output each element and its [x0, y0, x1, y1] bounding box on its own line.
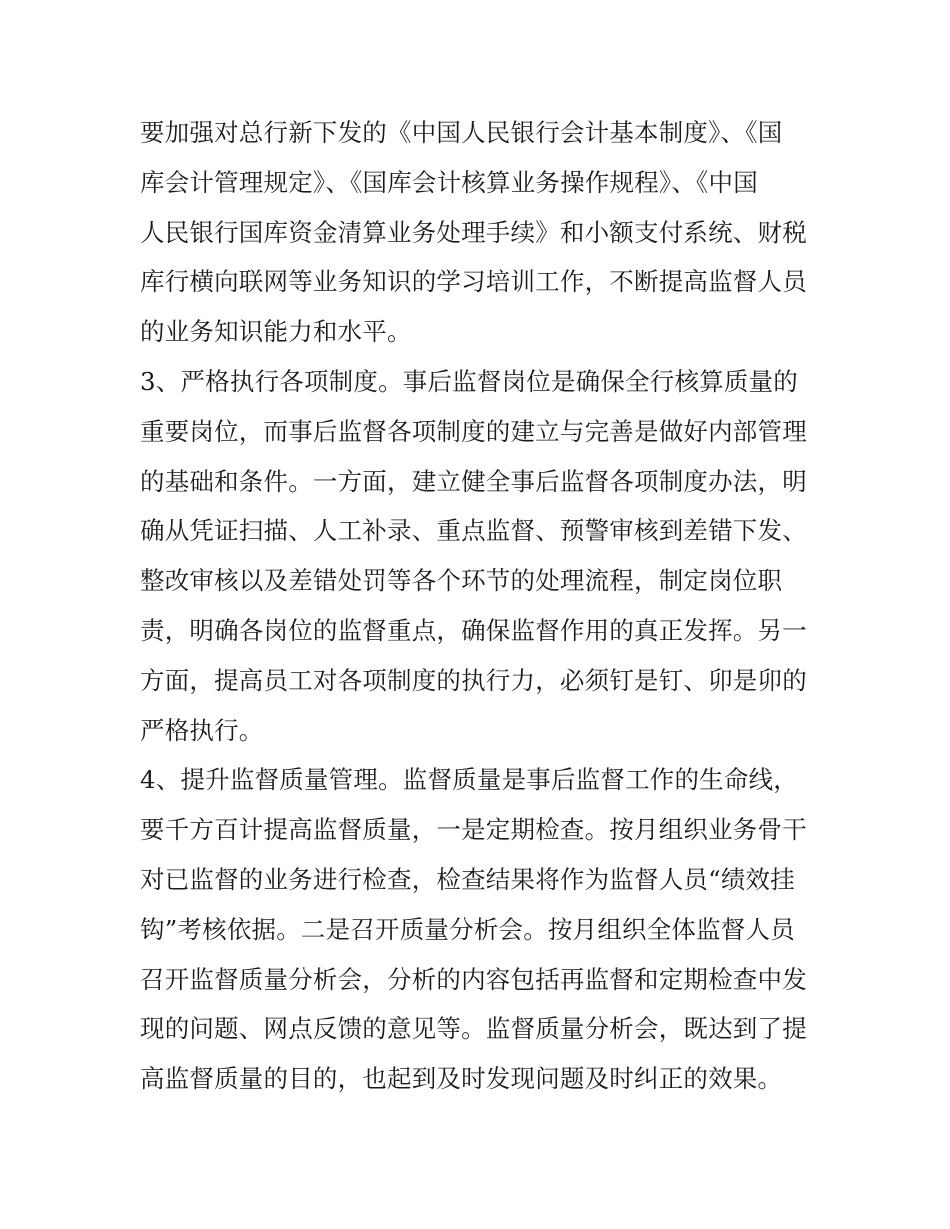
- text-line: 召开监督质量分析会，分析的内容包括再监督和定期检查中发: [140, 964, 807, 994]
- document-body: [140, 108, 820, 1104]
- text-line: 确从凭证扫描、人工补录、重点监督、预警审核到差错下发、: [140, 516, 807, 546]
- text-line: 要千方百计提高监督质量，一是定期检查。按月组织业务骨干: [140, 815, 807, 845]
- text-line: 方面，提高员工对各项制度的执行力，必须钉是钉、卯是卯的: [140, 665, 807, 695]
- paragraph-strict-enforcement: [140, 357, 820, 755]
- paragraph-training: [140, 108, 820, 357]
- text-line: 重要岗位，而事后监督各项制度的建立与完善是做好内部管理: [140, 416, 807, 446]
- text-line: 库会计管理规定》、《国库会计核算业务操作规程》、《中国: [140, 167, 758, 197]
- text-line: 高监督质量的目的，也起到及时发现问题及时纠正的效果。: [140, 1064, 783, 1094]
- text-line: 要加强对总行新下发的《中国人民银行会计基本制度》、《国: [140, 118, 783, 147]
- text-line: 责，明确各岗位的监督重点，确保监督作用的真正发挥。另一: [140, 615, 807, 645]
- text-line: 库行横向联网等业务知识的学习培训工作，不断提高监督人员: [140, 267, 807, 297]
- text-line: 的业务知识能力和水平。: [140, 317, 412, 347]
- text-line: 3、严格执行各项制度。事后监督岗位是确保全行核算质量的: [140, 366, 798, 396]
- text-line: 4、提升监督质量管理。监督质量是事后监督工作的生命线，: [140, 765, 798, 795]
- text-line: 现的问题、网点反馈的意见等。监督质量分析会，既达到了提: [140, 1014, 807, 1044]
- text-line: 钩”考核依据。二是召开质量分析会。按月组织全体监督人员: [140, 914, 795, 944]
- text-line: 的基础和条件。一方面，建立健全事后监督各项制度办法，明: [140, 466, 807, 496]
- text-line: 人民银行国库资金清算业务处理手续》和小额支付系统、财税: [140, 217, 807, 247]
- text-line: 对已监督的业务进行检查，检查结果将作为监督人员“绩效挂: [140, 864, 795, 894]
- text-line: 整改审核以及差错处罚等各个环节的处理流程，制定岗位职: [140, 566, 783, 596]
- text-line: 严格执行。: [140, 715, 264, 745]
- paragraph-quality-management: [140, 755, 820, 1104]
